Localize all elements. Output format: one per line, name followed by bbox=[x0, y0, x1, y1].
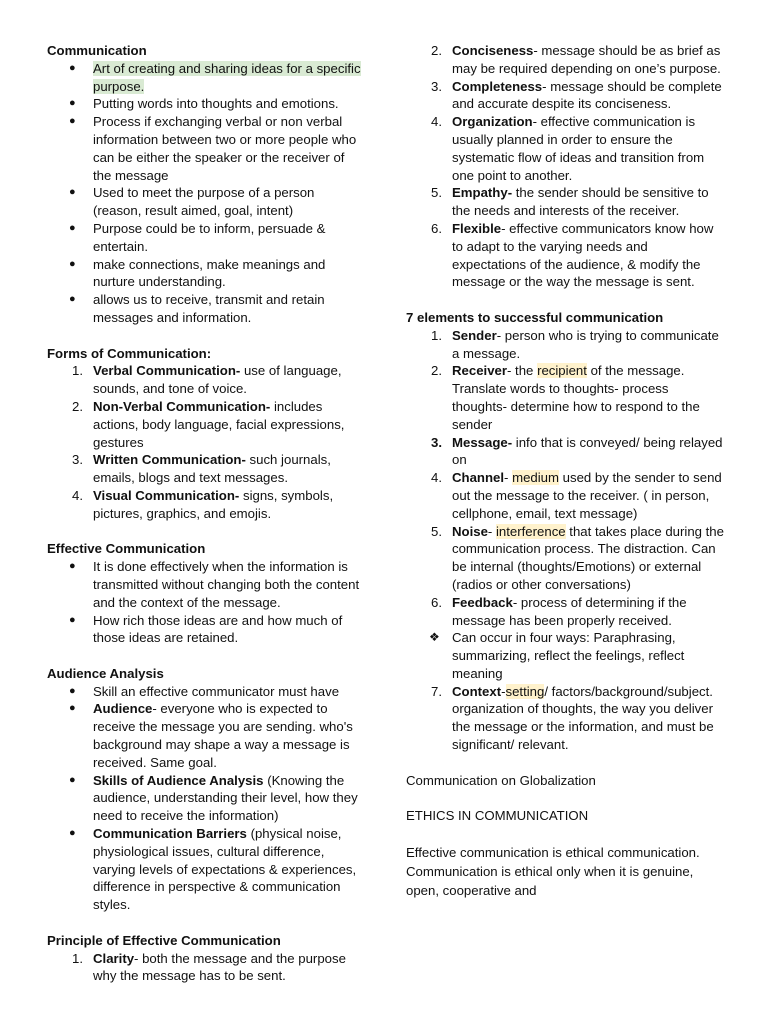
list-item bbox=[406, 629, 724, 682]
list-item-term: Message- bbox=[452, 434, 513, 450]
list-item-text: signs, symbols, pictures, graphics, and emojis. bbox=[93, 487, 334, 521]
list-item: 3. Written Communication- such journals, emails, blogs and text messages. bbox=[72, 452, 331, 486]
list-item-text: Can occur in four ways: Paraphrasing, summarizing, reflect the feelings, reflect meaning bbox=[452, 630, 685, 681]
list-item-text: - process of determining if the message has been properly received. bbox=[452, 594, 687, 628]
list-item-term: Channel bbox=[452, 470, 505, 486]
list-item-term: Empathy- bbox=[452, 185, 513, 201]
principle-list-part-1 bbox=[47, 950, 365, 986]
list-item-text: (Knowing the audience, understanding their level, how they need to receive the information) bbox=[93, 772, 358, 824]
principle-heading: Principle of Effective Communication bbox=[47, 932, 281, 948]
list-item-text: Putting words into thoughts and emotions. bbox=[93, 96, 339, 112]
list-item-term: Sender bbox=[452, 327, 497, 343]
list-item: 1. Verbal Communication- use of language, sounds, and tone of voice. bbox=[72, 363, 342, 397]
list-item-text: - everyone who is expected to receive the message you are sending. who's background may shape a way a message is received. Same goal. bbox=[93, 701, 353, 770]
ethics-heading: ETHICS IN COMMUNICATION bbox=[406, 808, 589, 824]
list-item: 2. Receiver- the recipient of the message. Translate words to thoughts- process thoughts- determine how to respond to the sender bbox=[431, 363, 700, 432]
principle-list-part-2 bbox=[406, 42, 724, 291]
list-item-term: Completeness bbox=[452, 78, 543, 94]
list-item-text: - message should be as brief as may be required depending on one’s purpose. bbox=[452, 43, 721, 76]
forms-list bbox=[47, 362, 365, 522]
list-item-text: use of language, sounds, and tone of voice. bbox=[93, 363, 342, 397]
bullet-icon: ● bbox=[69, 702, 76, 715]
bullet-icon: ● bbox=[69, 221, 76, 234]
list-item-text: - person who is trying to communicate a message. bbox=[452, 327, 719, 361]
list-item-term: Flexible bbox=[452, 220, 502, 236]
list-item: 5. Empathy- the sender should be sensitive to the needs and interests of the receiver. bbox=[431, 185, 709, 219]
bullet-icon: ● bbox=[69, 293, 76, 306]
globalization-heading: Communication on Globalization bbox=[406, 772, 596, 788]
effective-heading: Effective Communication bbox=[47, 541, 206, 557]
list-item: 1. Sender- person who is trying to communicate a message. bbox=[431, 327, 719, 361]
communication-list bbox=[47, 60, 365, 327]
bullet-icon: ● bbox=[69, 560, 76, 573]
ethics-paragraph: Effective communication is ethical communication. Communication is ethical only when it is genuine, open, cooperative and bbox=[406, 844, 700, 898]
list-item-text: - effective communication is usually planned in order to ensure the systematic flow of ideas and transition from one point to another. bbox=[452, 114, 705, 183]
list-item-term: Visual Communication- bbox=[93, 487, 240, 503]
list-item-text: - effective communicators know how to adapt to the varying needs and expectations of the audience, & modify the message or the way the message is sent. bbox=[452, 220, 714, 290]
list-item-text: includes actions, body language, facial expressions, gestures bbox=[93, 398, 345, 450]
diamond-bullet-icon: ❖ bbox=[429, 630, 440, 645]
list-item bbox=[47, 291, 365, 327]
highlighted-definition: Art of creating and sharing ideas for a specific purpose. bbox=[93, 60, 361, 94]
list-item-term: Context bbox=[452, 683, 502, 699]
bullet-icon: ● bbox=[69, 827, 76, 840]
highlighted-word: setting bbox=[505, 683, 545, 699]
list-item bbox=[47, 184, 365, 220]
effective-list bbox=[47, 558, 365, 647]
left-column bbox=[47, 42, 365, 985]
list-item: 4. Organization- effective communication is usually planned in order to ensure the systematic flow of ideas and transition from one point to another. bbox=[431, 114, 705, 183]
list-item-term: Communication Barriers bbox=[93, 826, 247, 842]
list-item: 2. Non-Verbal Communication- includes actions, body language, facial expressions, gestures bbox=[72, 398, 345, 450]
highlighted-word: medium bbox=[512, 470, 559, 486]
list-item bbox=[47, 95, 365, 113]
bullet-icon: ● bbox=[69, 773, 76, 786]
list-item-term: Organization bbox=[452, 114, 533, 130]
list-item-text: Purpose could be to inform, persuade & entertain. bbox=[93, 220, 326, 254]
list-item bbox=[47, 113, 365, 184]
forms-heading: Forms of Communication: bbox=[47, 345, 212, 361]
audience-heading: Audience Analysis bbox=[47, 665, 164, 681]
list-item-text: - message should be complete and accurate despite its conciseness. bbox=[452, 78, 722, 112]
bullet-icon: ● bbox=[69, 684, 76, 697]
list-item bbox=[47, 558, 365, 611]
list-item-term: Skills of Audience Analysis bbox=[93, 772, 264, 788]
list-item-text: Used to meet the purpose of a person (reason, result aimed, goal, intent) bbox=[93, 185, 315, 219]
list-item-term: Conciseness bbox=[452, 43, 534, 58]
list-item-text: the sender should be sensitive to the needs and interests of the receiver. bbox=[452, 185, 709, 219]
list-item bbox=[47, 700, 365, 771]
list-item-term: Non-Verbal Communication- bbox=[93, 398, 271, 414]
bullet-icon: ● bbox=[69, 257, 76, 270]
list-item: 3. Completeness- message should be complete and accurate despite its conciseness. bbox=[431, 78, 722, 112]
bullet-icon: ● bbox=[69, 186, 76, 199]
list-item-text: make connections, make meanings and nurture understanding. bbox=[93, 256, 326, 290]
list-item-text: Skill an effective communicator must have bbox=[93, 683, 340, 699]
bullet-icon: ● bbox=[69, 97, 76, 110]
list-item: 5. Noise- interference that takes place during the communication process. The distraction. Can be internal (thoughts/Emotions) or external (radios or other conversations) bbox=[431, 523, 724, 592]
elements-list bbox=[406, 327, 724, 754]
list-item-term: Clarity bbox=[93, 950, 135, 966]
list-item: 4. Visual Communication- signs, symbols, pictures, graphics, and emojis. bbox=[72, 487, 334, 521]
list-item: 3. Message- info that is conveyed/ being relayed on bbox=[431, 434, 723, 468]
list-item-text: - both the message and the purpose why the message has to be sent. bbox=[93, 950, 346, 984]
highlighted-word: interference bbox=[495, 523, 566, 539]
list-item bbox=[47, 825, 365, 914]
list-item bbox=[47, 60, 365, 96]
bullet-icon: ● bbox=[69, 61, 76, 74]
list-item: 6. Feedback- process of determining if the message has been properly received. bbox=[431, 594, 687, 628]
elements-heading: 7 elements to successful communication bbox=[406, 309, 664, 325]
list-item-text: allows us to receive, transmit and retain messages and information. bbox=[93, 292, 325, 325]
list-item-term: Audience bbox=[93, 701, 153, 717]
list-item-term: Noise bbox=[452, 523, 488, 539]
list-item-text: such journals, emails, blogs and text messages. bbox=[93, 452, 331, 486]
list-item-term: Feedback bbox=[452, 594, 513, 610]
list-item-term: Verbal Communication- bbox=[93, 363, 241, 379]
communication-heading: Communication bbox=[47, 43, 147, 58]
list-item bbox=[47, 220, 365, 256]
list-item: 4. Channel- medium used by the sender to send out the message to the receiver. ( in person, cellphone, email, text message) bbox=[431, 470, 722, 521]
list-item-term: Written Communication- bbox=[93, 452, 246, 468]
list-item bbox=[47, 256, 365, 292]
audience-list bbox=[47, 683, 365, 914]
list-item bbox=[47, 772, 365, 825]
list-item-text: It is done effectively when the information is transmitted without changing both the content and the context of the message. bbox=[93, 559, 360, 610]
list-item-term: Receiver bbox=[452, 363, 507, 379]
list-item: 1. Clarity- both the message and the purpose why the message has to be sent. bbox=[72, 950, 346, 984]
bullet-icon: ● bbox=[69, 613, 76, 626]
list-item-text: How rich those ideas are and how much of those ideas are retained. bbox=[93, 612, 343, 646]
bullet-icon: ● bbox=[69, 115, 76, 128]
list-item: 6. Flexible- effective communicators know how to adapt to the varying needs and expectations of the audience, & modify the message or the way the message is sent. bbox=[431, 220, 714, 290]
list-item-text: (physical noise, physiological issues, cultural difference, varying levels of expectations & experiences, difference in perspective & communication styles. bbox=[93, 826, 357, 913]
highlighted-word: recipient bbox=[537, 363, 587, 379]
list-item-text: info that is conveyed/ being relayed on bbox=[452, 434, 723, 468]
list-item: 2. Conciseness- message should be as brief as may be required depending on one’s purpose. bbox=[431, 43, 721, 76]
list-item bbox=[47, 683, 365, 701]
list-item bbox=[47, 612, 365, 648]
list-item: 7. Context-setting/ factors/background/subject. organization of thoughts, the way you deliver the message or the information, and must be significant/ relevant. bbox=[431, 683, 714, 753]
list-item-text: Process if exchanging verbal or non verbal information between two or more people who can be either the speaker or the receiver of the message bbox=[93, 114, 357, 183]
right-column bbox=[406, 42, 724, 900]
